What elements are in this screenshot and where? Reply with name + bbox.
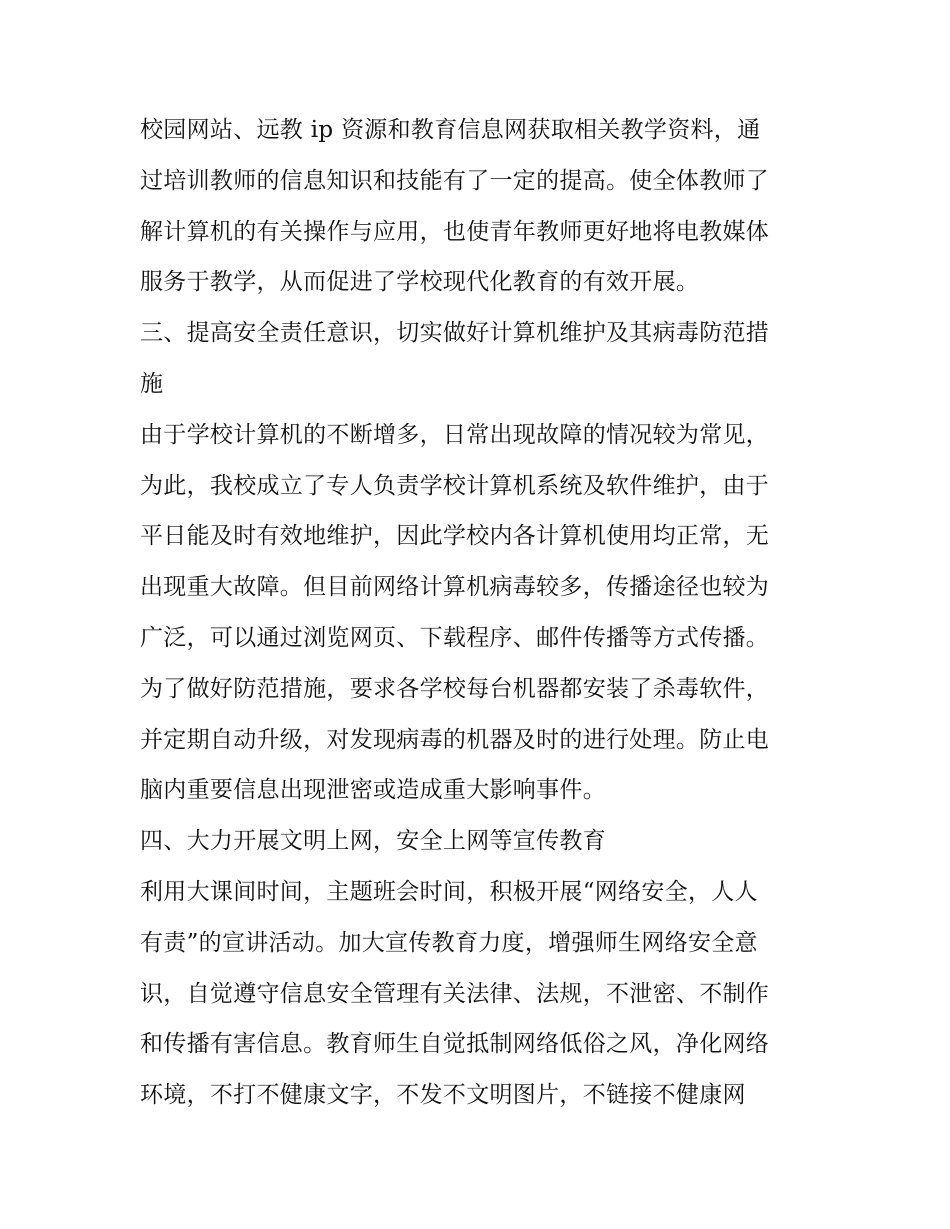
text-line: 校园网站、远教 ip 资源和教育信息网获取相关教学资料，通 [140, 117, 761, 143]
text-line: 识，自觉遵守信息安全管理有关法律、法规，不泄密、不制作 [140, 980, 770, 1007]
section-heading-3-continued: 施 [140, 370, 164, 397]
text-line: 为了做好防范措施，要求各学校每台机器都安装了杀毒软件， [140, 675, 770, 702]
document-body [140, 105, 830, 1121]
text-line: 并定期自动升级，对发现病毒的机器及时的进行处理。防止电 [140, 726, 770, 753]
text-line: 为此，我校成立了专人负责学校计算机系统及软件维护，由于 [140, 472, 770, 499]
text-line: 环境，不打不健康文字，不发不文明图片，不链接不健康网 [140, 1082, 746, 1109]
text-line: 平日能及时有效地维护，因此学校内各计算机使用均正常，无 [140, 523, 770, 550]
text-line: 和传播有害信息。教育师生自觉抵制网络低俗之风，净化网络 [140, 1031, 770, 1058]
text-line: 广泛，可以通过浏览网页、下载程序、邮件传播等方式传播。 [140, 624, 770, 651]
section-heading-3: 三、提高安全责任意识，切实做好计算机维护及其病毒防范措 [140, 320, 770, 347]
text-line: 解计算机的有关操作与应用，也使青年教师更好地将电教媒体 [140, 218, 770, 245]
text-line: 由于学校计算机的不断增多，日常出现故障的情况较为常见， [140, 421, 770, 448]
text-line: 利用大课间时间，主题班会时间，积极开展“网络安全，人人 [140, 878, 758, 905]
text-line: 过培训教师的信息知识和技能有了一定的提高。使全体教师了 [140, 167, 770, 194]
text-line: 脑内重要信息出现泄密或造成重大影响事件。 [140, 777, 606, 804]
section-heading-4: 四、大力开展文明上网，安全上网等宣传教育 [140, 828, 606, 855]
text-line: 出现重大故障。但目前网络计算机病毒较多，传播途径也较为 [140, 574, 770, 601]
text-line: 服务于教学，从而促进了学校现代化教育的有效开展。 [140, 269, 700, 296]
text-line: 有责”的宣讲活动。加大宣传教育力度，增强师生网络安全意 [140, 929, 758, 956]
